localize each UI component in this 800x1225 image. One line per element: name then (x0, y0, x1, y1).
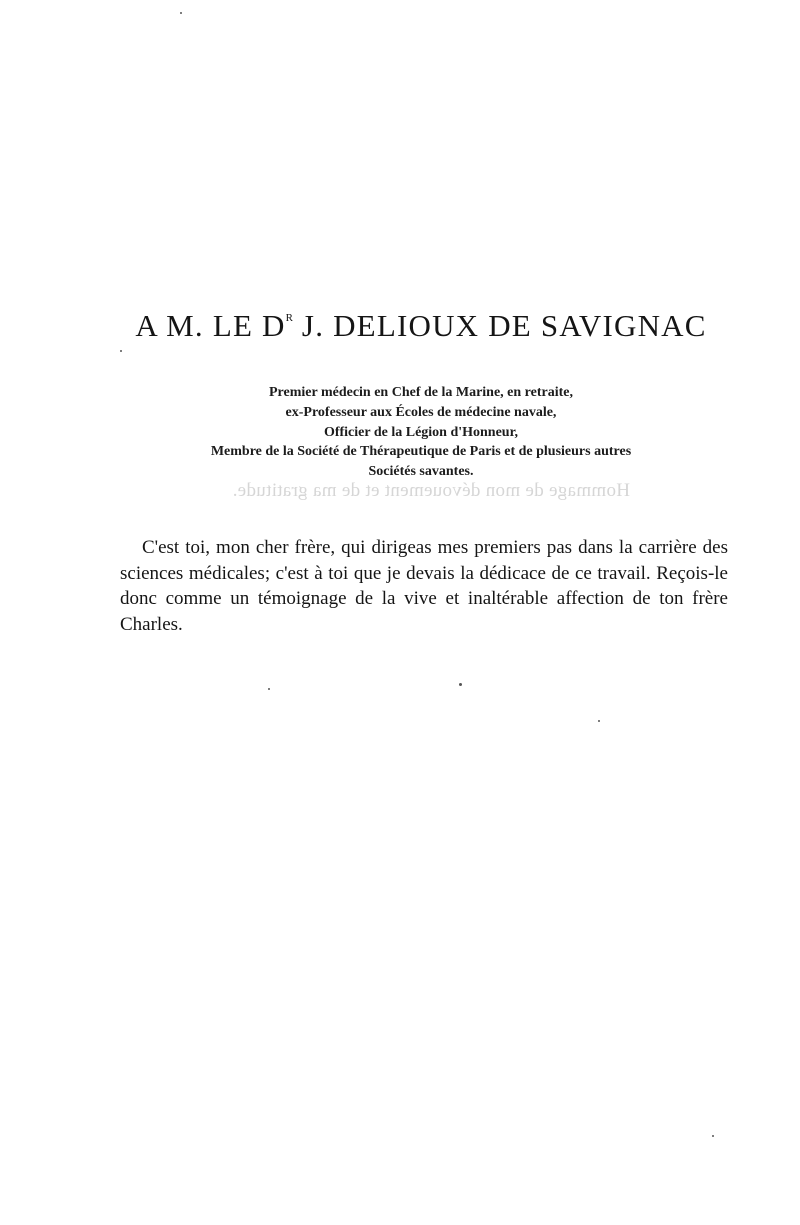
title-line: Membre de la Société de Thérapeutique de Paris et de plusieurs autres (210, 444, 632, 460)
speck (598, 720, 600, 722)
dedication-prefix: A M. LE D (135, 308, 286, 343)
speck (459, 683, 462, 686)
dedication-superscript: R (285, 312, 293, 324)
dedication-name: J. DELIOUX DE SAVIGNAC (292, 308, 707, 343)
dedication-letter: C'est toi, mon cher frère, qui dirigeas mes premiers pas dans la carrière des sciences médicales; c'est à toi que je devais la dédicace de ce travail. Reçois-le donc comme un témoignage de la vive et inaltérable affection de ton frère Charles. (120, 537, 728, 635)
dedicatee-titles (0, 383, 800, 482)
speck (120, 350, 122, 352)
show-through-text: Hommage de mon dévouement et de ma gratitude. (232, 480, 630, 501)
dedication-title (0, 308, 800, 344)
title-line: ex-Professeur aux Écoles de médecine navale, (285, 404, 557, 420)
speck (268, 688, 270, 690)
speck (180, 12, 182, 14)
title-line: Premier médecin en Chef de la Marine, en retraite, (268, 385, 573, 400)
title-line: Sociétés savantes. (368, 464, 474, 480)
title-line: Officier de la Légion d'Honneur, (323, 424, 519, 440)
speck (712, 1135, 714, 1137)
